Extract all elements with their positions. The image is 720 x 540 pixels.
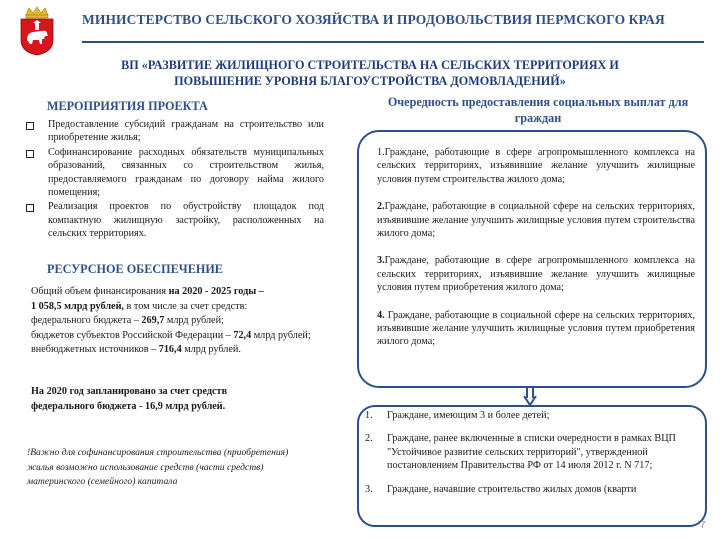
list-item: Предоставление субсидий гражданам на строительство или приобретение жилья; xyxy=(24,118,324,145)
program-title xyxy=(90,57,650,89)
program-title-line1: ВП «РАЗВИТИЕ ЖИЛИЩНОГО СТРОИТЕЛЬСТВА НА СЕЛЬСКИХ ТЕРРИТОРИЯХ И xyxy=(121,58,619,72)
list-item: 2. Граждане, ранее включенные в списки очередности в рамках ВЦП "Устойчивое развитие сельских территорий", утвержденной постановлением Правительства РФ от 14 июля 2012 г. N 717; xyxy=(365,433,676,472)
list-item: Реализация проектов по обустройству площадок под компактную жилищную застройку, расположенных на сельских территориях. xyxy=(24,200,324,240)
checkbox-bullet-icon xyxy=(26,204,34,212)
plan-2020-text: На 2020 год запланировано за счет средств федерального бюджета - 16,9 млрд рублей. xyxy=(31,386,228,412)
ministry-title: МИНИСТЕРСТВО СЕЛЬСКОГО ХОЗЯЙСТВА И ПРОДОВОЛЬСТВИЯ ПЕРМСКОГО КРАЯ xyxy=(82,12,665,27)
double-down-arrow-icon xyxy=(523,386,537,406)
citizen-groups-box xyxy=(357,130,707,388)
program-title-line2: ПОВЫШЕНИЕ УРОВНЯ БЛАГОУСТРОЙСТВА ДОМОВЛАДЕНИЙ» xyxy=(174,74,566,88)
priority-box xyxy=(357,405,707,527)
checkbox-bullet-icon xyxy=(26,150,34,158)
checkbox-bullet-icon xyxy=(26,122,34,130)
important-note: !Важно для софинансирования строительства (приобретения) жилья возможно использование средств (части средств) материнского (семейного) капитала xyxy=(27,447,289,487)
resources-heading: РЕСУРСНОЕ ОБЕСПЕЧЕНИЕ xyxy=(47,262,223,276)
list-item: Софинансирование расходных обязательств муниципальных образований, связанных со строительством жилья, предоставляемого гражданам по договору найма жилого помещения; xyxy=(24,146,324,200)
page-number: 7 xyxy=(700,520,706,531)
header-divider xyxy=(82,41,704,43)
queue-title: Очередность предоставления социальных выплат для граждан xyxy=(387,95,689,125)
measures-heading: МЕРОПРИЯТИЯ ПРОЕКТА xyxy=(47,99,208,113)
list-item: 2.Граждане, работающие в социальной сфере на сельских территориях, изъявившие желание улучшить жилищные условия путем строительства жилого дома; xyxy=(377,201,695,240)
coat-of-arms-icon xyxy=(18,6,56,56)
list-item: 1. Граждане, имеющим 3 и более детей; xyxy=(365,410,550,421)
list-item: 3.Граждане, работающие в сфере агропромышленного комплекса на сельских территориях, изъявившие желание улучшить жилищные условия путем приобретения жилого дома; xyxy=(377,255,695,294)
list-item: 1.Граждане, работающие в сфере агропромышленного комплекса на сельских территориях, изъявившие желание улучшить жилищные условия путем строительства жилого дома; xyxy=(377,147,695,185)
measures-list xyxy=(24,118,324,242)
list-item: 4. Граждане, работающие в социальной сфере на сельских территориях, изъявившие желание улучшить жилищные условия путем приобретения жилого дома; xyxy=(377,309,696,348)
funding-text: Общий объем финансирования на 2020 - 2025 годы – 1 058,5 млрд рублей, в том числе за счет средств: федерального бюджета – 269,7 млрд рублей; бюджетов субъектов Российской Федерации – 72,4 млрд рублей; внебюджетных источников – 716,4 млрд рублей. xyxy=(31,286,311,355)
list-item: 3. Граждане, начавшие строительство жилых домов (кварти xyxy=(365,483,637,495)
